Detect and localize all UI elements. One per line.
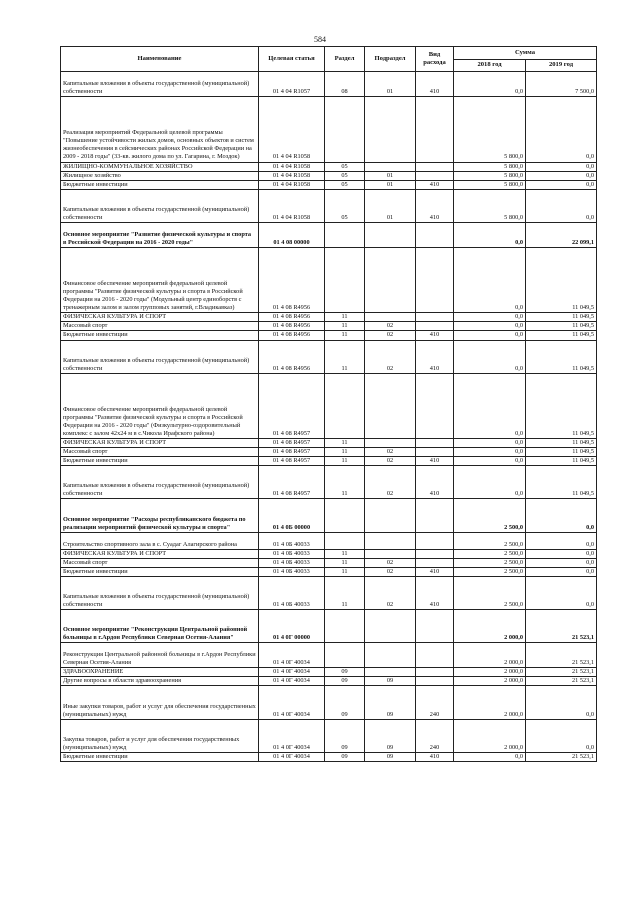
row-sum-2018: 5 800,0 — [454, 189, 526, 222]
row-sum-2019: 0,0 — [526, 567, 597, 576]
row-name: Бюджетные инвестиции — [61, 331, 259, 340]
header-2019: 2019 год — [526, 60, 597, 72]
row-subsection: 09 — [365, 677, 416, 686]
table-row — [61, 752, 597, 761]
row-target: 01 4 0Г 00000 — [259, 610, 325, 643]
header-sum: Сумма — [454, 47, 597, 60]
row-subsection — [365, 162, 416, 171]
row-target: 01 4 0Б 40033 — [259, 576, 325, 609]
row-section: 11 — [325, 313, 365, 322]
table-row — [61, 313, 597, 322]
row-name: Бюджетные инвестиции — [61, 457, 259, 466]
row-sum-2019: 0,0 — [526, 558, 597, 567]
budget-table — [60, 46, 597, 762]
table-row — [61, 686, 597, 719]
row-section: 11 — [325, 457, 365, 466]
row-sum-2018: 0,0 — [454, 466, 526, 499]
row-sum-2019: 11 049,5 — [526, 457, 597, 466]
row-name: Бюджетные инвестиции — [61, 180, 259, 189]
row-subsection — [365, 610, 416, 643]
row-expense-type — [416, 532, 454, 549]
row-expense-type — [416, 171, 454, 180]
row-target: 01 4 08 R4957 — [259, 457, 325, 466]
row-target: 01 4 08 R4957 — [259, 466, 325, 499]
table-row — [61, 567, 597, 576]
row-name: ФИЗИЧЕСКАЯ КУЛЬТУРА И СПОРТ — [61, 549, 259, 558]
row-expense-type — [416, 162, 454, 171]
row-target: 01 4 0Г 40034 — [259, 668, 325, 677]
table-row — [61, 248, 597, 313]
row-expense-type — [416, 248, 454, 313]
row-sum-2019: 21 523,1 — [526, 610, 597, 643]
row-expense-type — [416, 322, 454, 331]
row-subsection: 02 — [365, 448, 416, 457]
row-name: Массовый спорт — [61, 322, 259, 331]
row-section: 11 — [325, 439, 365, 448]
row-sum-2018: 0,0 — [454, 373, 526, 438]
table-row — [61, 180, 597, 189]
page-number: 584 — [314, 35, 326, 44]
row-expense-type: 410 — [416, 340, 454, 373]
row-section: 05 — [325, 180, 365, 189]
header-2018: 2018 год — [454, 60, 526, 72]
row-subsection — [365, 222, 416, 247]
row-subsection — [365, 499, 416, 532]
row-sum-2018: 0,0 — [454, 439, 526, 448]
row-sum-2018: 0,0 — [454, 331, 526, 340]
row-subsection: 01 — [365, 72, 416, 97]
row-expense-type — [416, 610, 454, 643]
row-name: Основное мероприятие "Расходы республиканского бюджета по реализации мероприятий физической культуры и спорта" — [61, 499, 259, 532]
row-section: 09 — [325, 668, 365, 677]
row-section — [325, 373, 365, 438]
header-target: Целевая статья — [259, 47, 325, 72]
table-row — [61, 466, 597, 499]
row-name: Капитальные вложения в объекты государственной (муниципальной) собственности — [61, 340, 259, 373]
row-expense-type — [416, 677, 454, 686]
row-subsection — [365, 373, 416, 438]
row-sum-2018: 2 000,0 — [454, 686, 526, 719]
row-subsection — [365, 439, 416, 448]
row-section: 11 — [325, 567, 365, 576]
row-expense-type: 410 — [416, 180, 454, 189]
row-sum-2018: 0,0 — [454, 322, 526, 331]
table-row — [61, 373, 597, 438]
row-target: 01 4 08 R4957 — [259, 373, 325, 438]
row-target: 01 4 08 R4956 — [259, 248, 325, 313]
row-expense-type: 410 — [416, 752, 454, 761]
row-name: Бюджетные инвестиции — [61, 752, 259, 761]
row-sum-2018: 0,0 — [454, 222, 526, 247]
row-sum-2018: 2 000,0 — [454, 643, 526, 668]
row-target: 01 4 08 R4956 — [259, 313, 325, 322]
row-target: 01 4 08 R4956 — [259, 322, 325, 331]
row-sum-2018: 5 800,0 — [454, 171, 526, 180]
row-expense-type — [416, 313, 454, 322]
table-row — [61, 439, 597, 448]
row-target: 01 4 04 R1058 — [259, 171, 325, 180]
row-sum-2019: 0,0 — [526, 499, 597, 532]
row-sum-2019: 0,0 — [526, 162, 597, 171]
row-section: 09 — [325, 677, 365, 686]
row-expense-type — [416, 373, 454, 438]
row-section: 11 — [325, 576, 365, 609]
row-target: 01 4 0Б 40033 — [259, 532, 325, 549]
row-expense-type — [416, 439, 454, 448]
row-sum-2019: 0,0 — [526, 686, 597, 719]
row-target: 01 4 04 R1058 — [259, 97, 325, 162]
row-sum-2018: 2 500,0 — [454, 549, 526, 558]
table-row — [61, 499, 597, 532]
row-subsection — [365, 668, 416, 677]
row-section: 05 — [325, 171, 365, 180]
row-section: 05 — [325, 189, 365, 222]
row-sum-2018: 2 000,0 — [454, 719, 526, 752]
row-sum-2019: 0,0 — [526, 189, 597, 222]
row-subsection: 01 — [365, 189, 416, 222]
row-sum-2019: 0,0 — [526, 97, 597, 162]
table-row — [61, 189, 597, 222]
row-sum-2019: 7 500,0 — [526, 72, 597, 97]
row-name: ЖИЛИЩНО-КОММУНАЛЬНОЕ ХОЗЯЙСТВО — [61, 162, 259, 171]
table-row — [61, 677, 597, 686]
row-subsection: 02 — [365, 558, 416, 567]
row-sum-2019: 0,0 — [526, 719, 597, 752]
row-section — [325, 222, 365, 247]
table-row — [61, 72, 597, 97]
row-sum-2018: 0,0 — [454, 313, 526, 322]
row-subsection: 02 — [365, 576, 416, 609]
table-row — [61, 222, 597, 247]
row-sum-2018: 2 500,0 — [454, 532, 526, 549]
row-sum-2019: 11 049,5 — [526, 248, 597, 313]
row-name: Финансовое обеспечение мероприятий федеральной целевой программы "Развитие физической культуры и спорта в Российской Федерации на 2016 - 2020 годы" (Модульный центр единоборств с тренажерным залом и залом групповых занятий, г.Владикавказ) — [61, 248, 259, 313]
row-expense-type — [416, 643, 454, 668]
row-target: 01 4 04 R1058 — [259, 189, 325, 222]
row-subsection: 02 — [365, 340, 416, 373]
row-section — [325, 610, 365, 643]
row-name: Финансовое обеспечение мероприятий федеральной целевой программы "Развитие физической культуры и спорта в Российской Федерации на 2016 - 2020 годы" (Физкультурно-оздоровительный комплекс с залом 42х24 м в с.Чикола Ирафского района) — [61, 373, 259, 438]
table-body — [61, 72, 597, 762]
row-expense-type: 240 — [416, 719, 454, 752]
row-name: Строительство спортивного зала в с. Суадаг Алагирского района — [61, 532, 259, 549]
row-subsection — [365, 532, 416, 549]
row-name: Капитальные вложения в объекты государственной (муниципальной) собственности — [61, 466, 259, 499]
row-sum-2018: 2 500,0 — [454, 567, 526, 576]
row-name: Капитальные вложения в объекты государственной (муниципальной) собственности — [61, 189, 259, 222]
row-subsection — [365, 313, 416, 322]
table-row — [61, 610, 597, 643]
row-section: 11 — [325, 322, 365, 331]
row-target: 01 4 0Б 40033 — [259, 558, 325, 567]
row-target: 01 4 04 R1057 — [259, 72, 325, 97]
row-sum-2019: 0,0 — [526, 549, 597, 558]
row-expense-type: 410 — [416, 576, 454, 609]
row-name: Капитальные вложения в объекты государственной (муниципальной) собственности — [61, 576, 259, 609]
row-target: 01 4 08 00000 — [259, 222, 325, 247]
row-name: Жилищное хозяйство — [61, 171, 259, 180]
table-row — [61, 340, 597, 373]
row-sum-2019: 21 523,1 — [526, 643, 597, 668]
row-expense-type: 410 — [416, 72, 454, 97]
row-sum-2019: 11 049,5 — [526, 448, 597, 457]
row-expense-type: 410 — [416, 189, 454, 222]
row-section — [325, 532, 365, 549]
row-section — [325, 499, 365, 532]
table-row — [61, 97, 597, 162]
row-section: 11 — [325, 340, 365, 373]
row-sum-2018: 0,0 — [454, 448, 526, 457]
row-sum-2019: 11 049,5 — [526, 466, 597, 499]
row-target: 01 4 0Г 40034 — [259, 752, 325, 761]
row-name: Другие вопросы в области здравоохранения — [61, 677, 259, 686]
row-sum-2019: 11 049,5 — [526, 313, 597, 322]
row-section: 11 — [325, 466, 365, 499]
row-sum-2019: 21 523,1 — [526, 668, 597, 677]
row-section: 11 — [325, 448, 365, 457]
row-target: 01 4 0Г 40034 — [259, 686, 325, 719]
row-sum-2018: 0,0 — [454, 340, 526, 373]
table-row — [61, 719, 597, 752]
row-sum-2019: 21 523,1 — [526, 752, 597, 761]
row-target: 01 4 08 R4956 — [259, 331, 325, 340]
row-sum-2018: 5 800,0 — [454, 180, 526, 189]
row-section: 11 — [325, 558, 365, 567]
row-expense-type: 240 — [416, 686, 454, 719]
row-target: 01 4 0Г 40034 — [259, 677, 325, 686]
row-name: Бюджетные инвестиции — [61, 567, 259, 576]
row-sum-2019: 11 049,5 — [526, 373, 597, 438]
row-target: 01 4 0Б 40033 — [259, 567, 325, 576]
row-subsection: 02 — [365, 331, 416, 340]
row-name: Массовый спорт — [61, 448, 259, 457]
row-target: 01 4 0Г 40034 — [259, 719, 325, 752]
row-sum-2018: 5 800,0 — [454, 162, 526, 171]
row-expense-type — [416, 499, 454, 532]
row-name: Реконструкция Центральной районной больницы в г.Ардон Республики Северная Осетия-Алания — [61, 643, 259, 668]
row-sum-2018: 0,0 — [454, 457, 526, 466]
row-subsection: 01 — [365, 171, 416, 180]
row-target: 01 4 0Г 40034 — [259, 643, 325, 668]
row-sum-2018: 2 000,0 — [454, 668, 526, 677]
row-sum-2019: 0,0 — [526, 180, 597, 189]
row-subsection — [365, 643, 416, 668]
row-expense-type — [416, 97, 454, 162]
row-target: 01 4 08 R4956 — [259, 340, 325, 373]
row-name: Закупка товаров, работ и услуг для обеспечения государственных (муниципальных) нужд — [61, 719, 259, 752]
row-target: 01 4 04 R1058 — [259, 162, 325, 171]
row-name: ФИЗИЧЕСКАЯ КУЛЬТУРА И СПОРТ — [61, 313, 259, 322]
row-subsection: 09 — [365, 719, 416, 752]
table-row — [61, 668, 597, 677]
row-subsection: 02 — [365, 466, 416, 499]
row-sum-2019: 0,0 — [526, 532, 597, 549]
row-name: Реализация мероприятий Федеральной целевой программы "Повышение устойчивости жилых домов, основных объектов и систем жизнеобеспечения в сейсмических районах Российской Федерации на 2009 - 2018 годы" (33-кв. жилого дома по ул. Гагарина, г. Моздок) — [61, 97, 259, 162]
row-sum-2019: 22 099,1 — [526, 222, 597, 247]
table-row — [61, 331, 597, 340]
table-row — [61, 532, 597, 549]
row-name: Основное мероприятие "Развитие физической культуры и спорта в Российской Федерации на 2016 - 2020 годы" — [61, 222, 259, 247]
row-section — [325, 97, 365, 162]
table-row — [61, 171, 597, 180]
row-sum-2019: 11 049,5 — [526, 322, 597, 331]
row-section: 11 — [325, 549, 365, 558]
table-row — [61, 558, 597, 567]
row-sum-2019: 11 049,5 — [526, 331, 597, 340]
header-section: Раздел — [325, 47, 365, 72]
row-sum-2018: 0,0 — [454, 72, 526, 97]
row-section: 08 — [325, 72, 365, 97]
table-row — [61, 448, 597, 457]
table-row — [61, 457, 597, 466]
row-section: 09 — [325, 719, 365, 752]
row-sum-2019: 21 523,1 — [526, 677, 597, 686]
row-expense-type — [416, 558, 454, 567]
row-sum-2019: 0,0 — [526, 576, 597, 609]
header-name: Наименование — [61, 47, 259, 72]
row-sum-2018: 2 500,0 — [454, 558, 526, 567]
row-expense-type: 410 — [416, 331, 454, 340]
row-expense-type — [416, 549, 454, 558]
row-expense-type: 410 — [416, 567, 454, 576]
row-target: 01 4 0Б 00000 — [259, 499, 325, 532]
row-expense-type: 410 — [416, 457, 454, 466]
row-section: 09 — [325, 752, 365, 761]
header-expense-type: Вид расхода — [416, 47, 454, 72]
table-row — [61, 643, 597, 668]
row-sum-2019: 11 049,5 — [526, 439, 597, 448]
table-row — [61, 162, 597, 171]
row-target: 01 4 04 R1058 — [259, 180, 325, 189]
row-target: 01 4 08 R4957 — [259, 439, 325, 448]
row-sum-2018: 2 500,0 — [454, 576, 526, 609]
row-sum-2019: 11 049,5 — [526, 340, 597, 373]
row-subsection — [365, 549, 416, 558]
row-sum-2019: 0,0 — [526, 171, 597, 180]
row-sum-2018: 2 000,0 — [454, 610, 526, 643]
row-name: ФИЗИЧЕСКАЯ КУЛЬТУРА И СПОРТ — [61, 439, 259, 448]
row-subsection: 09 — [365, 752, 416, 761]
row-expense-type — [416, 448, 454, 457]
row-sum-2018: 2 500,0 — [454, 499, 526, 532]
table-row — [61, 576, 597, 609]
row-sum-2018: 5 800,0 — [454, 97, 526, 162]
row-subsection: 09 — [365, 686, 416, 719]
row-target: 01 4 0Б 40033 — [259, 549, 325, 558]
row-name: Капитальные вложения в объекты государственной (муниципальной) собственности — [61, 72, 259, 97]
row-sum-2018: 0,0 — [454, 248, 526, 313]
row-subsection: 01 — [365, 180, 416, 189]
row-section: 11 — [325, 331, 365, 340]
row-name: Массовый спорт — [61, 558, 259, 567]
row-subsection — [365, 248, 416, 313]
row-sum-2018: 0,0 — [454, 752, 526, 761]
row-section: 05 — [325, 162, 365, 171]
row-target: 01 4 08 R4957 — [259, 448, 325, 457]
row-sum-2018: 2 000,0 — [454, 677, 526, 686]
row-name: Иные закупки товаров, работ и услуг для обеспечения государственных (муниципальных) нужд — [61, 686, 259, 719]
table-row — [61, 549, 597, 558]
row-section — [325, 248, 365, 313]
row-name: Основное мероприятие "Реконструкция Центральной районной больницы в г.Ардон Республики Северная Осетия-Алания" — [61, 610, 259, 643]
row-expense-type: 410 — [416, 466, 454, 499]
row-expense-type — [416, 222, 454, 247]
table-row — [61, 322, 597, 331]
row-subsection: 02 — [365, 322, 416, 331]
row-expense-type — [416, 668, 454, 677]
row-subsection — [365, 97, 416, 162]
header-subsection: Подраздел — [365, 47, 416, 72]
row-section: 09 — [325, 686, 365, 719]
row-name: ЗДРАВООХРАНЕНИЕ — [61, 668, 259, 677]
row-subsection: 02 — [365, 567, 416, 576]
row-subsection: 02 — [365, 457, 416, 466]
row-section — [325, 643, 365, 668]
